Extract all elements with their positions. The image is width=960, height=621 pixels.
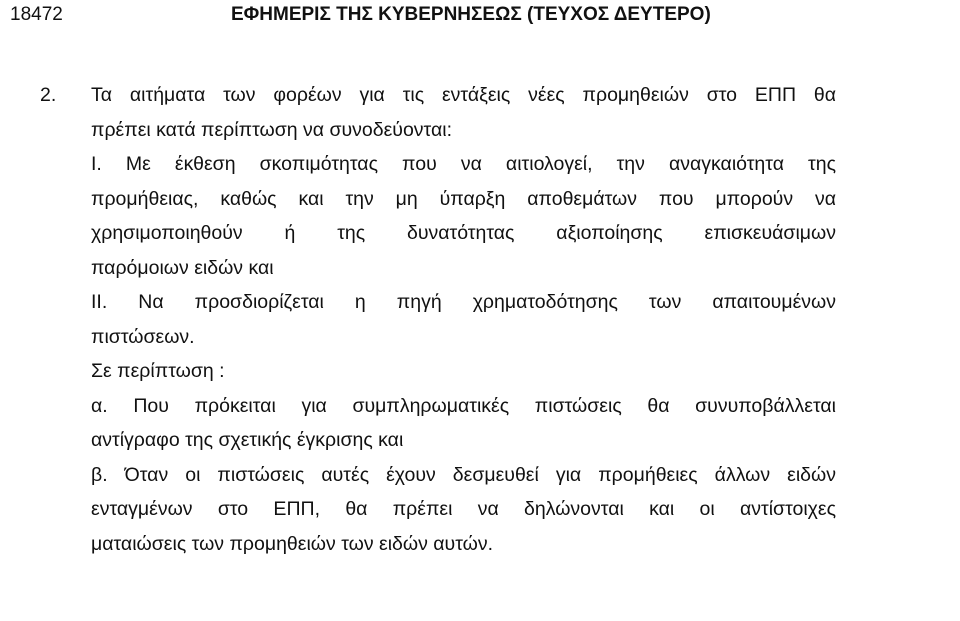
text-line: προμήθειας, καθώς και την μη ύπαρξη αποθεμάτων που μπορούν να [91, 187, 836, 210]
text-line: πιστώσεων. [91, 325, 195, 348]
text-line: Τα αιτήματα των φορέων για τις εντάξεις νέες προμηθειών στο ΕΠΠ θα [91, 84, 836, 106]
page-number: 18472 [10, 4, 63, 25]
text-line: χρησιμοποιηθούν ή της δυνατότητας αξιοποίησης επισκευάσιμων [91, 222, 836, 244]
text-line: ματαιώσεις των προμηθειών των ειδών αυτών. [91, 532, 494, 555]
text-line: αντίγραφο της σχετικής έγκρισης και [91, 429, 404, 451]
body-text [91, 78, 836, 561]
text-line: β. Όταν οι πιστώσεις αυτές έχουν δεσμευθεί για προμήθειες άλλων ειδών [91, 463, 836, 486]
text-line: πρέπει κατά περίπτωση να συνοδεύονται: [91, 118, 453, 141]
text-line: ΙΙ. Να προσδιορίζεται η πηγή χρηματοδότησης των απαιτουμένων [91, 291, 836, 313]
item-number: 2. [40, 84, 57, 106]
text-line: παρόμοιων ειδών και [91, 256, 274, 279]
text-line: Ι. Με έκθεση σκοπιμότητας που να αιτιολογεί, την αναγκαιότητα της [91, 153, 836, 175]
text-line: ενταγμένων στο ΕΠΠ, θα πρέπει να δηλώνονται και οι αντίστοιχες [91, 498, 836, 520]
gazette-header-title: ΕΦΗΜΕΡΙΣ ΤΗΣ ΚΥΒΕΡΝΗΣΕΩΣ (ΤΕΥΧΟΣ ΔΕΥΤΕΡΟ) [231, 4, 711, 25]
text-line: α. Που πρόκειται για συμπληρωματικές πιστώσεις θα συνυποβάλλεται [91, 394, 836, 417]
text-line: Σε περίπτωση : [91, 360, 225, 382]
